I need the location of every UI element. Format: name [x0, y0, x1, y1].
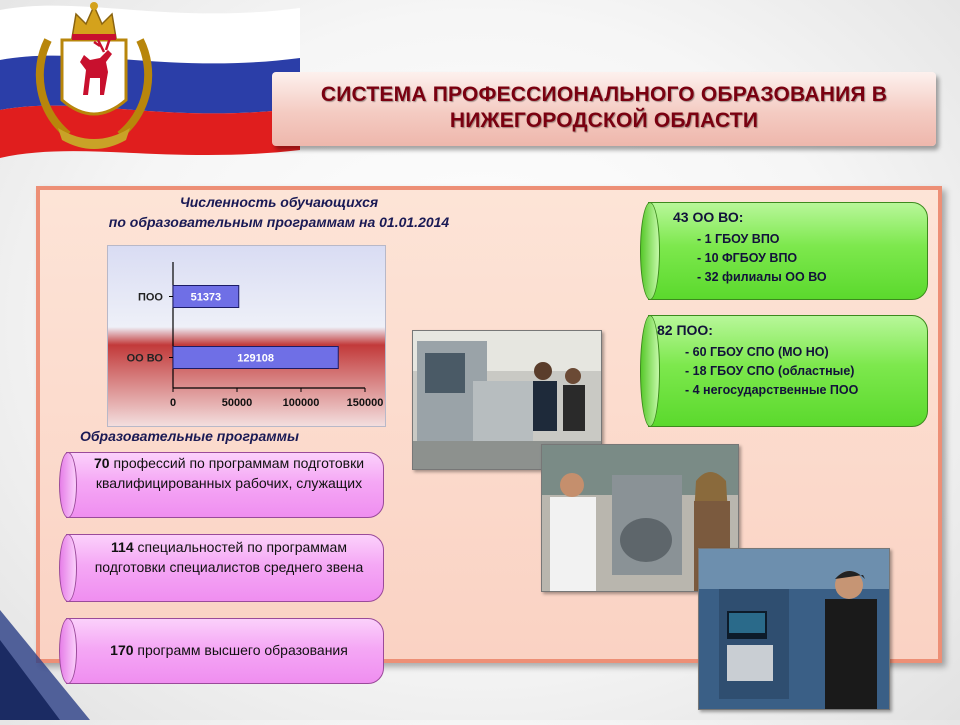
program-item-2-text: специальностей по программам подготовки специалистов среднего звена: [94, 539, 364, 575]
chart-title-line1: Численность обучающихся: [179, 194, 379, 210]
program-item-1-number: 70: [93, 455, 110, 471]
x-tick-label-1: 0: [169, 397, 177, 409]
x-tick-label-3: 100000: [282, 397, 320, 409]
prof-ed-item-3: - 4 негосударственные ПОО: [685, 383, 859, 397]
prof-ed-box: [648, 315, 928, 427]
chart-title-line2: по образовательным программам на 01.01.2014: [108, 214, 450, 230]
program-item-3-text: программ высшего образования: [133, 642, 348, 658]
tube-endcap: [640, 202, 660, 300]
higher-ed-box: [648, 202, 928, 300]
x-tick-label-2: 50000: [221, 397, 253, 409]
coat-of-arms-icon: [28, 0, 160, 150]
corner-decoration: [0, 610, 120, 720]
programs-title: Образовательные программы: [80, 428, 299, 444]
x-tick-label-4: 150000: [346, 397, 384, 409]
higher-ed-heading: 43 ОО ВО:: [673, 209, 744, 225]
higher-ed-item-1: - 1 ГБОУ ВПО: [697, 232, 780, 246]
page-title-line2: НИЖЕГОРОДСКОЙ ОБЛАСТИ: [449, 109, 759, 132]
chart-svg: [108, 246, 385, 426]
bar-data-label-2: 129108: [237, 352, 274, 365]
chart-title: [44, 192, 514, 232]
enrollment-chart: [107, 245, 386, 427]
program-item-2-number: 114: [111, 539, 134, 555]
prof-ed-item-1: - 60 ГБОУ СПО (МО НО): [685, 345, 829, 359]
program-item-3-number: 170: [110, 642, 134, 658]
title-banner: [272, 72, 936, 146]
higher-ed-item-3: - 32 филиалы ОО ВО: [697, 270, 827, 284]
category-label-1: ПОО: [137, 291, 163, 304]
higher-ed-item-2: - 10 ФГБОУ ВПО: [697, 251, 798, 265]
page-title-line1: СИСТЕМА ПРОФЕССИОНАЛЬНОГО ОБРАЗОВАНИЯ В: [320, 83, 888, 106]
tube-endcap: [59, 534, 77, 602]
tube-endcap: [59, 452, 77, 518]
photo-cnc-operator: [698, 548, 890, 710]
program-item-1: [66, 452, 384, 518]
prof-ed-heading: 82 ПОО:: [657, 322, 713, 338]
program-item-1-text: профессий по программам подготовки квалифицированных рабочих, служащих: [95, 455, 365, 491]
prof-ed-item-2: - 18 ГБОУ СПО (областные): [685, 364, 855, 378]
category-label-2: ОО ВО: [126, 352, 163, 365]
program-item-2: [66, 534, 384, 602]
bar-data-label-1: 51373: [190, 291, 222, 304]
